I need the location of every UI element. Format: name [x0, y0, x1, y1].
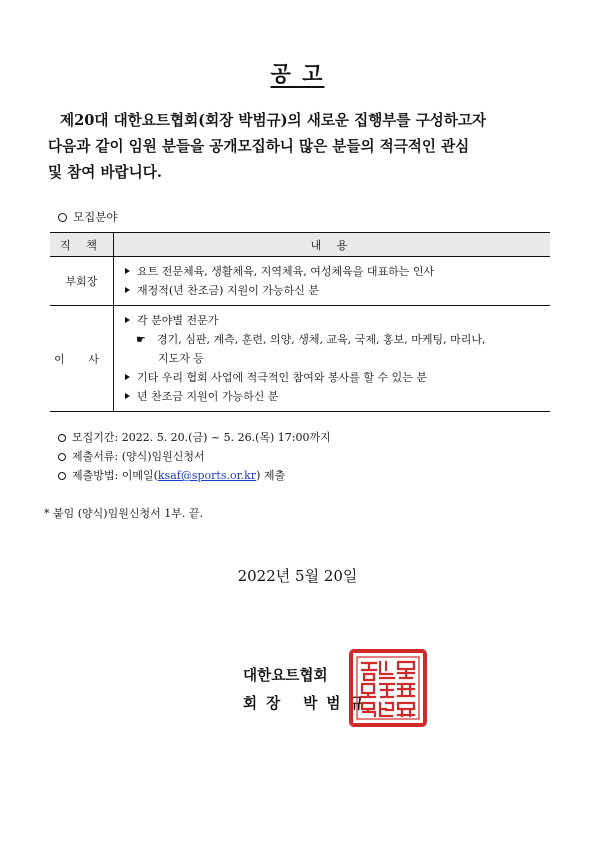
note-period: 모집기간: 2022. 5. 20.(금) ~ 5. 26.(목) 17:00까지 — [58, 428, 331, 447]
note-documents: 제출서류: (양식)임원신청서 — [58, 447, 331, 466]
content-cell — [114, 306, 551, 412]
table-row — [50, 257, 550, 306]
list-item: 요트 전문체육, 생활체육, 지역체육, 여성체육을 대표하는 인사 — [122, 262, 544, 281]
role-cell: 부회장 — [50, 257, 114, 306]
list-item: 재정적(년 찬조금) 지원이 가능하신 분 — [122, 281, 544, 300]
list-item: 년 찬조금 지원이 가능하신 분 — [122, 387, 544, 406]
email-link[interactable]: ksaf@sports.or.kr — [157, 469, 257, 482]
circle-bullet-icon — [58, 453, 66, 461]
intro-line: 및 참여 바랍니다. — [48, 164, 162, 181]
triangle-bullet-icon — [125, 374, 130, 380]
pointing-hand-icon: ☛ — [136, 333, 146, 346]
sub-list-item: ☛ 경기, 심판, 계측, 훈련, 의양, 생체, 교육, 국제, 홍보, 마케팅, 마리나, — [122, 330, 544, 349]
triangle-bullet-icon — [125, 268, 130, 274]
section-heading — [58, 209, 117, 225]
note-method: 제출방법: 이메일( ksaf@sports.or.kr ) 제출 — [58, 466, 331, 485]
intro-paragraph — [48, 108, 568, 186]
role-cell: 이 사 — [50, 306, 114, 412]
content-cell — [114, 257, 551, 306]
triangle-bullet-icon — [125, 287, 130, 293]
intro-line: 다음과 같이 임원 분들을 공개모집하니 많은 분들의 적극적인 관심 — [48, 138, 470, 155]
list-item: 기타 우리 협회 사업에 적극적인 참여와 봉사를 할 수 있는 분 — [122, 368, 544, 387]
page-title: 공 고 — [270, 61, 325, 86]
application-notes — [58, 428, 331, 485]
sub-list-continuation: 지도자 등 — [158, 352, 205, 365]
signature-org: 대한요트협회 — [243, 667, 328, 684]
signature-name: 회장 박범규 — [243, 695, 373, 712]
circle-bullet-icon — [58, 472, 66, 480]
list-item: 각 분야별 전문가 — [122, 311, 544, 330]
circle-bullet-icon — [58, 213, 67, 222]
triangle-bullet-icon — [125, 317, 130, 323]
recruitment-table — [50, 232, 550, 412]
circle-bullet-icon — [58, 434, 66, 442]
notice-date: 2022년 5월 20일 — [237, 567, 358, 585]
triangle-bullet-icon — [125, 393, 130, 399]
intro-line: 제20대 대한요트협회(회장 박범규)의 새로운 집행부를 구성하고자 — [60, 112, 487, 129]
section-heading-text: 모집분야 — [73, 210, 118, 224]
official-seal-icon — [348, 648, 428, 728]
attachment-note: * 붙임 (양식)임원신청서 1부. 끝. — [44, 507, 203, 520]
header-position: 직 책 — [50, 233, 114, 257]
table-row — [50, 306, 550, 412]
table-header-row — [50, 233, 550, 257]
header-content: 내 용 — [114, 233, 551, 257]
